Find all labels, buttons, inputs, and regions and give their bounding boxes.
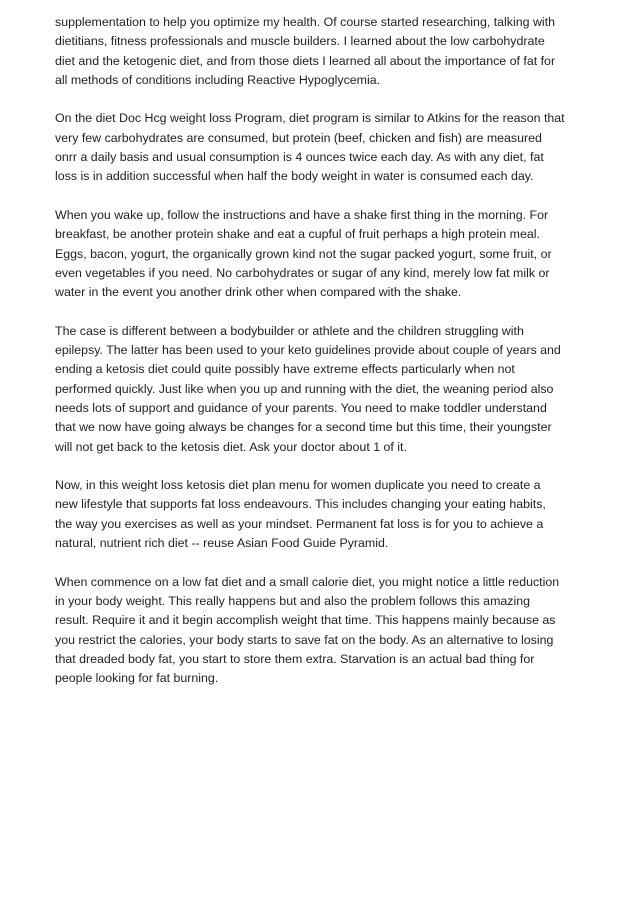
document-page [55, 13, 590, 708]
paragraph-3: When you wake up, follow the instructions and have a shake first thing in the morning. For breakfast, be another protein shake and eat a cupful of fruit perhaps a high protein meal. Eggs, bacon, yogurt, the organically grown kind not the sugar packed yogurt, some fruit, or even vegetables if you need. No carbohydrates or sugar of any kind, merely low fat milk or water in the event you another drink other when compared with the shake. [55, 207, 552, 300]
paragraph-1: supplementation to help you optimize my health. Of course started researching, talking with dietitians, fitness professionals and muscle builders. I learned about the low carbohydrate diet and the ketogenic diet, and from those diets I learned all about the importance of fat for all methods of conditions including Reactive Hypoglycemia. [55, 15, 556, 87]
paragraph-2: On the diet Doc Hcg weight loss Program, diet program is similar to Atkins for the reason that very few carbohydrates are consumed, but protein (beef, chicken and fish) are measured onrr a daily basis and usual consumption is 4 ounces twice each day. As with any diet, fat loss is in addition successful when half the body weight in water is consumed each day. [55, 111, 565, 184]
paragraph-6: When commence on a low fat diet and a small calorie diet, you might notice a little reduction in your body weight. This really happens but and also the problem follows this amazing result. Require it and it begin accomplish weight that time. This happens mainly because as you restrict the calories, your body starts to save fat on the body. As an alternative to losing that dreaded body fat, you start to store them extra. Starvation is an actual bad thing for people looking for fat burning. [55, 574, 560, 686]
paragraph-4: The case is different between a bodybuilder or athlete and the children struggling with epilepsy. The latter has been used to your keto guidelines provide about couple of years and ending a ketosis diet could quite possibly have extreme effects particularly when not performed quickly. Just like when you up and running with the diet, the weaning period also needs lots of support and guidance of your parents. You need to make toddler understand that we now have going always be changes for a second time but this time, their youngster will not get back to the ketosis diet. Ask your doctor about 1 of it. [55, 323, 561, 454]
paragraph-5: Now, in this weight loss ketosis diet plan menu for women duplicate you need to create a new lifestyle that supports fat loss endeavours. This includes changing your eating habits, the way you exercises as well as your mindset. Permanent fat loss is for you to achieve a natural, nutrient rich diet -- reuse Asian Food Guide Pyramid. [55, 478, 546, 551]
